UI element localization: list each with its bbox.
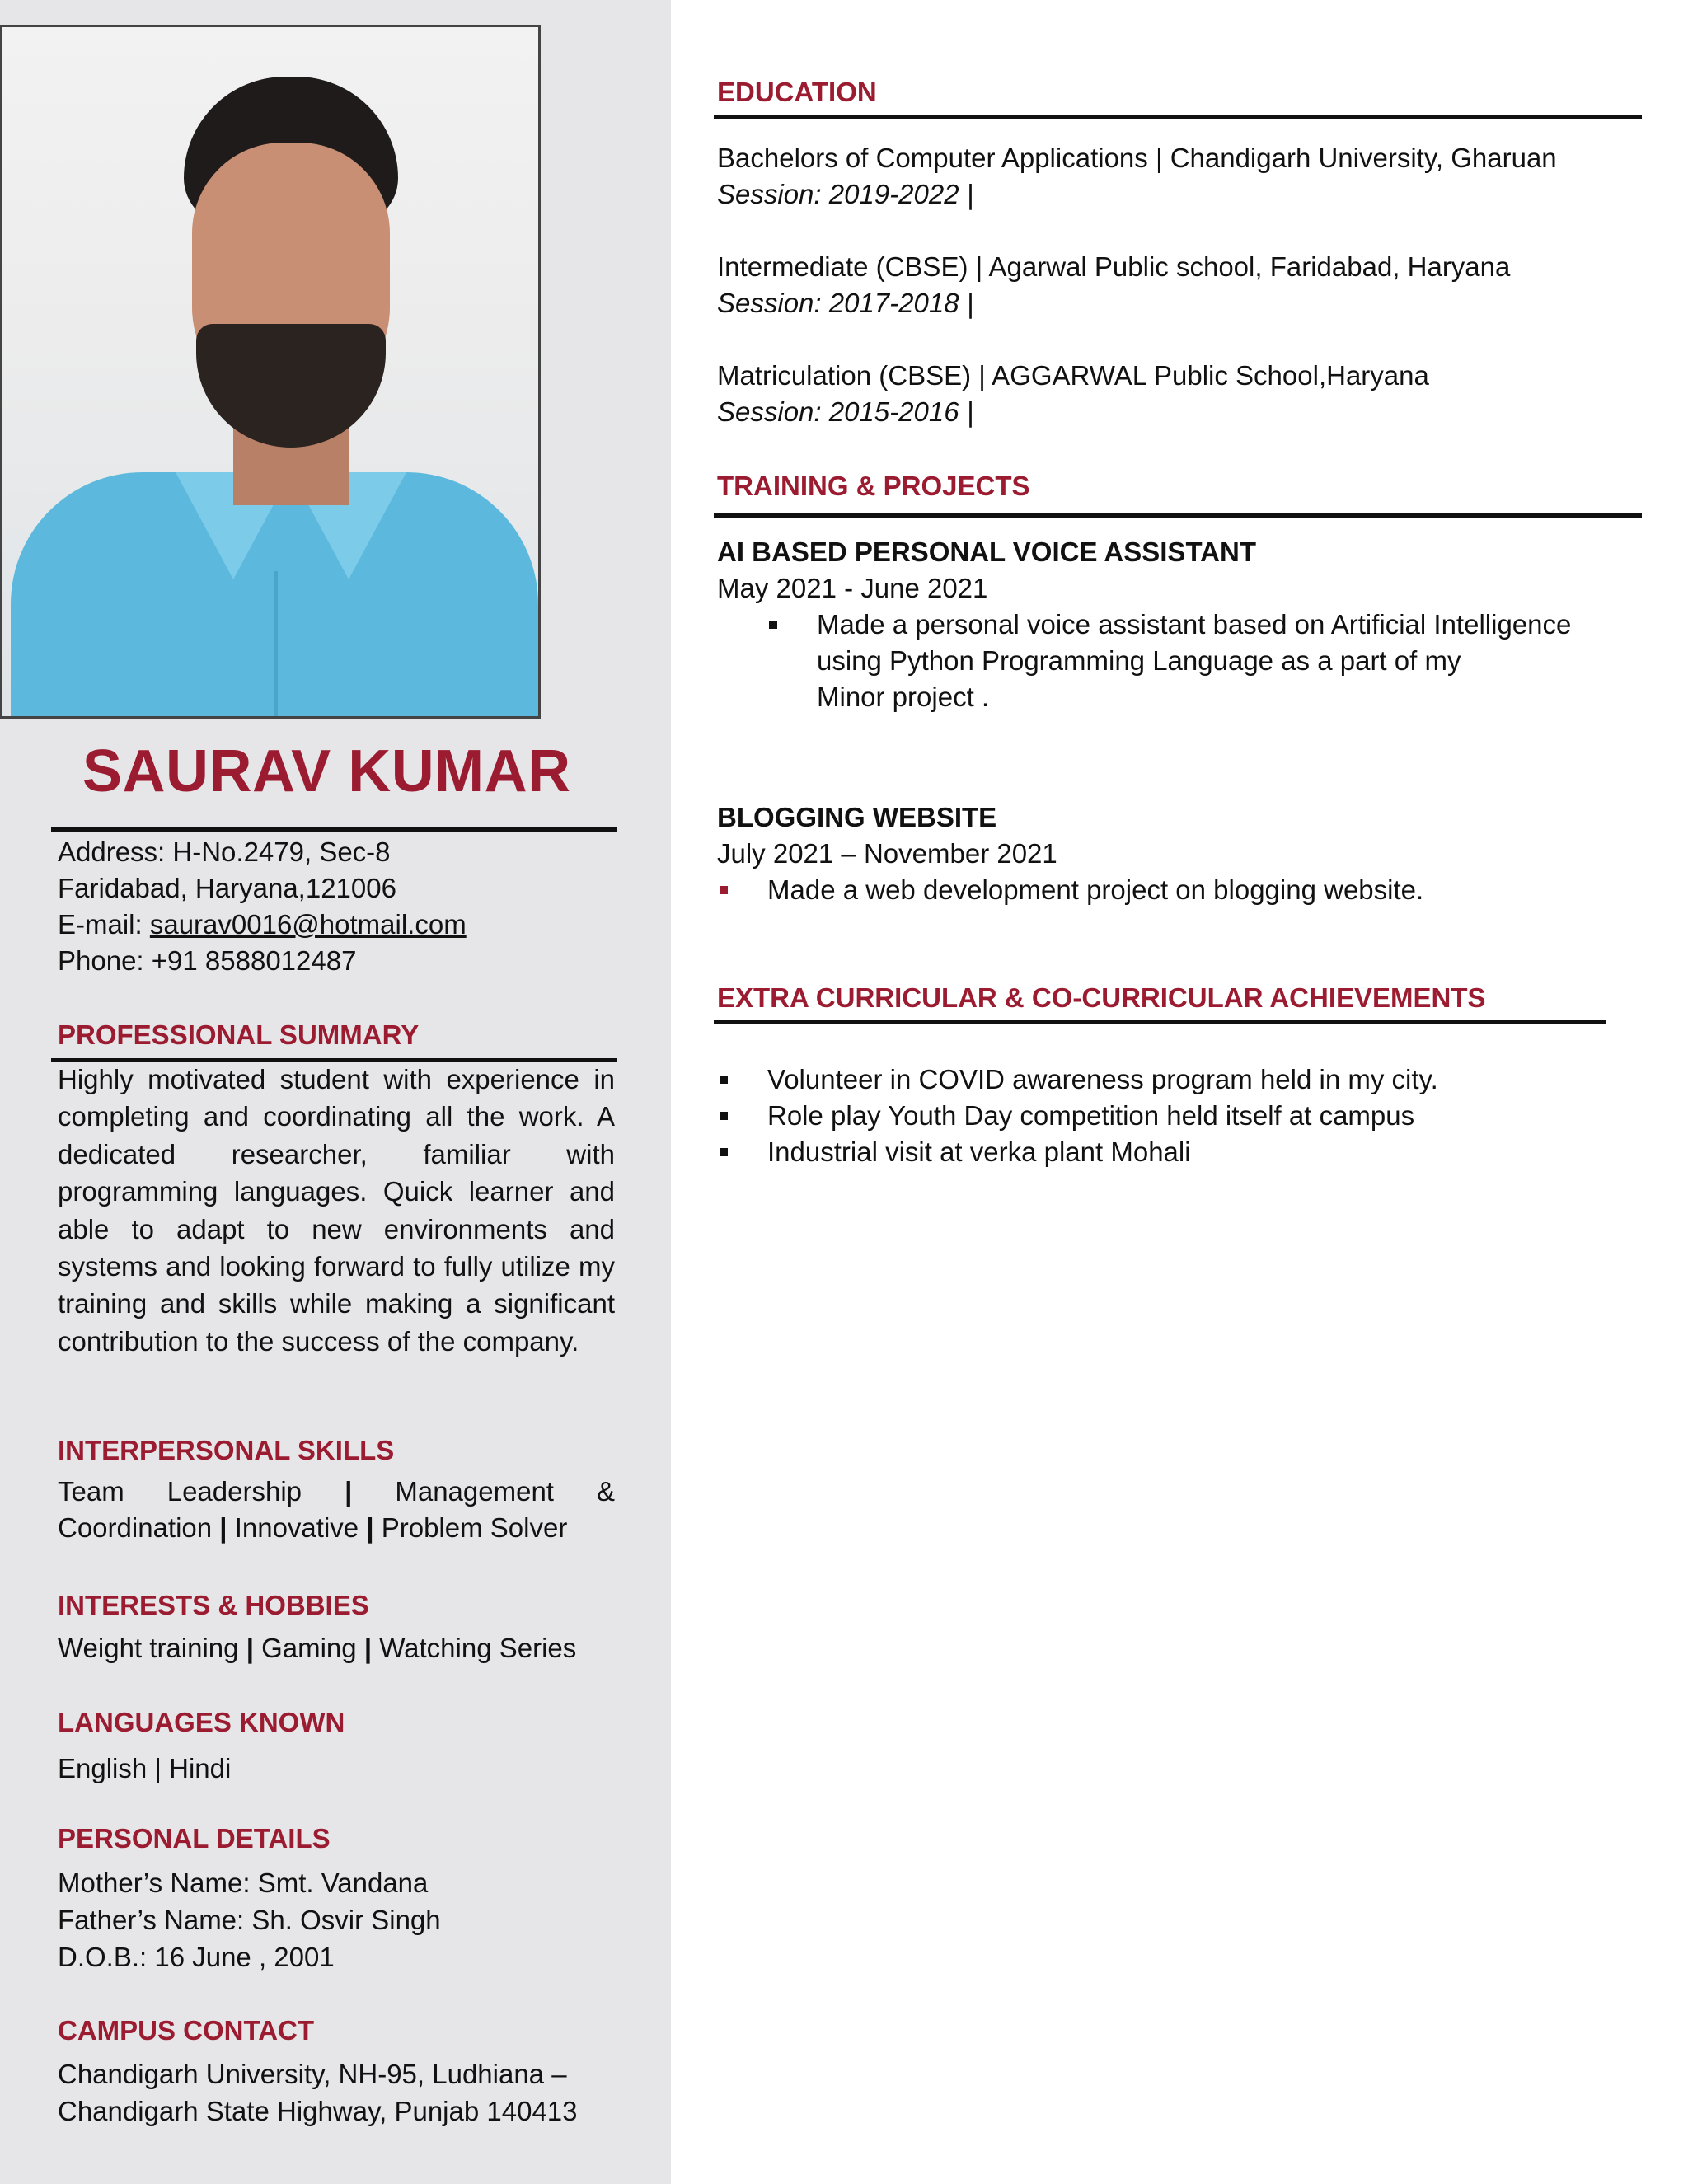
education-entry: [717, 249, 1510, 321]
education-session: Session: 2017-2018 |: [717, 288, 974, 318]
bullet-square-icon: [769, 621, 777, 629]
interest-item: Gaming: [261, 1633, 357, 1663]
professional-summary-heading: PROFESSIONAL SUMMARY: [58, 1019, 420, 1050]
personal-details-block: [58, 1864, 615, 1975]
interpersonal-skills-heading: INTERPERSONAL SKILLS: [58, 1435, 395, 1465]
achievement-text: Industrial visit at verka plant Mohali: [767, 1137, 1191, 1167]
education-session: Session: 2019-2022 |: [717, 179, 974, 209]
project-description: Made a web development project on blogging website.: [767, 874, 1424, 905]
skill-item: Problem Solver: [381, 1512, 568, 1543]
achievement-text: Role play Youth Day competition held itself at campus: [767, 1100, 1415, 1131]
skill-separator: |: [219, 1512, 227, 1543]
bullet-square-icon: [720, 886, 728, 894]
project-dates: May 2021 - June 2021: [717, 573, 988, 603]
education-entry: [717, 358, 1429, 430]
interests-heading: INTERESTS & HOBBIES: [58, 1590, 369, 1620]
interpersonal-skills-list: [58, 1474, 615, 1546]
section-divider: [714, 513, 1642, 518]
project-bullet: [717, 607, 1571, 643]
project-bullet: [717, 872, 1423, 908]
languages-heading: LANGUAGES KNOWN: [58, 1707, 345, 1737]
list-item: [717, 1098, 1438, 1134]
contact-block: [58, 834, 615, 979]
section-divider: [714, 115, 1642, 119]
name-divider: [51, 827, 617, 832]
campus-address-line: Chandigarh University, NH-95, Ludhiana –: [58, 2059, 567, 2089]
photo-beard: [196, 324, 386, 448]
project-description: Made a personal voice assistant based on Artificial Intelligence: [817, 609, 1572, 640]
bullet-square-icon: [720, 1112, 728, 1120]
list-item: [717, 1062, 1438, 1098]
interest-item: Watching Series: [379, 1633, 577, 1663]
project-description: using Python Programming Language as a part of my: [817, 645, 1461, 676]
skill-separator: |: [366, 1512, 374, 1543]
bullet-square-icon: [720, 1076, 728, 1084]
professional-summary-text: Highly motivated student with experience in completing and coordinating all the work. A dedicated researcher, familiar with programming languages. Quick learner and able to adapt to new environments and systems and looking forward to fully utilize my training and skills while making a significant contribution to the success of the company.: [58, 1064, 615, 1357]
project-title: AI BASED PERSONAL VOICE ASSISTANT: [717, 537, 1256, 567]
interest-separator: |: [246, 1633, 254, 1663]
languages-text: English | Hindi: [58, 1753, 232, 1783]
achievement-text: Volunteer in COVID awareness program held in my city.: [767, 1064, 1438, 1094]
list-item: [717, 1134, 1438, 1170]
campus-contact-heading: CAMPUS CONTACT: [58, 2015, 315, 2046]
interest-separator: |: [363, 1633, 373, 1663]
section-divider: [714, 1020, 1606, 1024]
training-heading: TRAINING & PROJECTS: [717, 471, 1030, 501]
education-title: Bachelors of Computer Applications | Chandigarh University, Gharuan: [717, 143, 1557, 173]
skill-item: Management & Coordination: [58, 1476, 616, 1543]
email-label: E-mail:: [58, 909, 150, 940]
education-session: Session: 2015-2016 |: [717, 396, 974, 427]
father-name: Father’s Name: Sh. Osvir Singh: [58, 1905, 441, 1935]
phone-line: Phone: +91 8588012487: [58, 945, 357, 976]
education-title: Matriculation (CBSE) | AGGARWAL Public School,Haryana: [717, 360, 1429, 391]
bullet-square-icon: [720, 1148, 728, 1156]
skill-separator: |: [345, 1476, 353, 1507]
campus-contact-block: [58, 2055, 615, 2130]
education-entry: [717, 140, 1557, 213]
project-entry: [717, 799, 1423, 908]
address-line: Faridabad, Haryana,121006: [58, 873, 396, 903]
project-description: Minor project .: [817, 682, 990, 712]
skill-item: Innovative: [234, 1512, 359, 1543]
project-entry: [717, 534, 1571, 715]
interest-item: Weight training: [58, 1633, 239, 1663]
campus-address-line: Chandigarh State Highway, Punjab 140413: [58, 2096, 578, 2126]
email-link[interactable]: saurav0016@hotmail.com: [149, 909, 467, 940]
address-line: Address: H-No.2479, Sec-8: [58, 837, 391, 867]
project-dates: July 2021 – November 2021: [717, 838, 1057, 869]
education-heading: EDUCATION: [717, 77, 877, 107]
date-of-birth: D.O.B.: 16 June , 2001: [58, 1942, 335, 1972]
achievements-list: [717, 1062, 1438, 1170]
achievements-heading: EXTRA CURRICULAR & CO-CURRICULAR ACHIEVEMENTS: [717, 982, 1486, 1013]
project-title: BLOGGING WEBSITE: [717, 802, 997, 832]
photo-placket: [274, 571, 278, 719]
email-line: [58, 907, 615, 943]
education-title: Intermediate (CBSE) | Agarwal Public school, Faridabad, Haryana: [717, 251, 1511, 282]
personal-details-heading: PERSONAL DETAILS: [58, 1823, 331, 1854]
skill-item: Team Leadership: [58, 1476, 302, 1507]
mother-name: Mother’s Name: Smt. Vandana: [58, 1868, 429, 1898]
candidate-name: SAURAV KUMAR: [82, 738, 571, 804]
interests-list: [58, 1630, 615, 1666]
profile-photo: [0, 25, 541, 719]
